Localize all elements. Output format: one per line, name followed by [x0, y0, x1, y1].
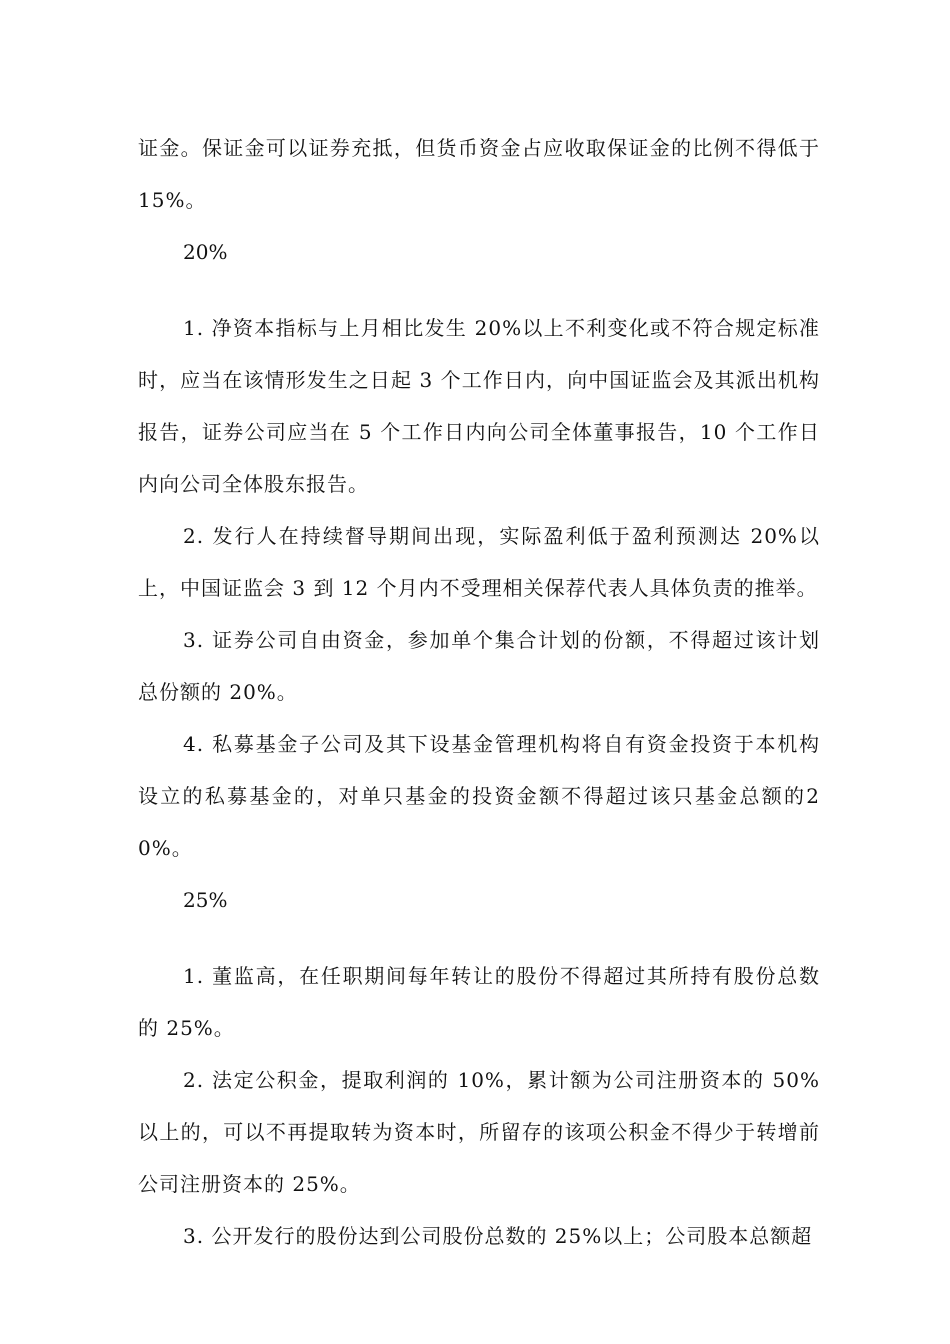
paragraph-20-item-4: 4. 私募基金子公司及其下设基金管理机构将自有资金投资于本机构设立的私募基金的，对单只基金的投资金额不得超过该只基金总额的20%。 — [138, 732, 820, 860]
spacer — [138, 926, 820, 950]
paragraph-25-item-2: 2. 法定公积金，提取利润的 10%，累计额为公司注册资本的 50%以上的，可以不再提取转为资本时，所留存的该项公积金不得少于转增前公司注册资本的 25%。 — [138, 1068, 820, 1196]
paragraph-margin-deposit: 证金。保证金可以证券充抵，但货币资金占应收取保证金的比例不得低于 15%。 — [138, 136, 820, 212]
paragraph-25-item-1: 1. 董监高，在任职期间每年转让的股份不得超过其所持有股份总数的 25%。 — [138, 964, 820, 1040]
spacer — [138, 278, 820, 302]
paragraph-20-item-2: 2. 发行人在持续督导期间出现，实际盈利低于盈利预测达 20%以上，中国证监会 3 到 12 个月内不受理相关保荐代表人具体负责的推举。 — [138, 524, 820, 600]
paragraph-20-item-1: 1. 净资本指标与上月相比发生 20%以上不利变化或不符合规定标准时，应当在该情形发生之日起 3 个工作日内，向中国证监会及其派出机构报告，证券公司应当在 5 个工作日内向公司全体董事报告，10 个工作日内向公司全体股东报告。 — [138, 316, 820, 496]
paragraph-25-item-3: 3. 公开发行的股份达到公司股份总数的 25%以上；公司股本总额超 — [183, 1224, 813, 1248]
section-heading-25-percent: 25% — [183, 888, 228, 912]
document-body — [138, 122, 820, 1262]
section-heading-20-percent: 20% — [183, 240, 228, 264]
paragraph-20-item-3: 3. 证券公司自由资金，参加单个集合计划的份额，不得超过该计划总份额的 20%。 — [138, 628, 820, 704]
